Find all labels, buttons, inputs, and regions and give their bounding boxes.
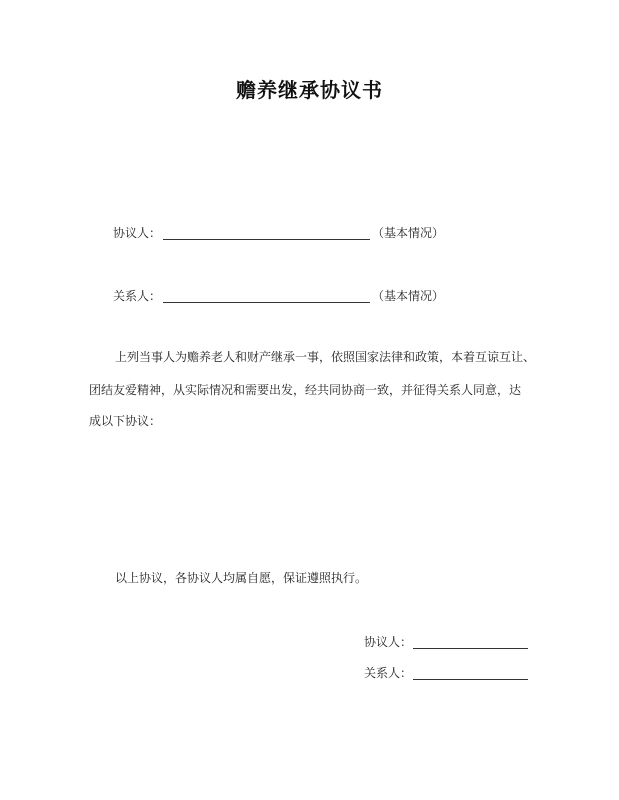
party-label-relation: 关系人： (113, 289, 162, 303)
party-fill-line-agreement (163, 239, 370, 240)
party-label-agreement: 协议人： (113, 226, 162, 240)
body-line-3: 成以下协议： (89, 414, 162, 428)
party-note-agreement: （基本情况） (372, 226, 445, 240)
party-note-relation: （基本情况） (372, 289, 445, 303)
signature-line-relation (413, 679, 528, 680)
document-title: 赡养继承协议书 (236, 78, 383, 102)
signature-line-agreement (413, 648, 528, 649)
party-fill-line-relation (163, 302, 370, 303)
body-line-2: 团结友爱精神，从实际情况和需要出发，经共同协商一致，并征得关系人同意，达 (89, 383, 522, 397)
closing-statement: 以上协议，各协议人均属自愿，保证遵照执行。 (115, 571, 368, 585)
signature-label-agreement: 协议人： (364, 635, 413, 649)
signature-label-relation: 关系人： (364, 666, 413, 680)
body-line-1: 上列当事人为赡养老人和财产继承一事，依照国家法律和政策，本着互谅互让、 (115, 350, 536, 364)
